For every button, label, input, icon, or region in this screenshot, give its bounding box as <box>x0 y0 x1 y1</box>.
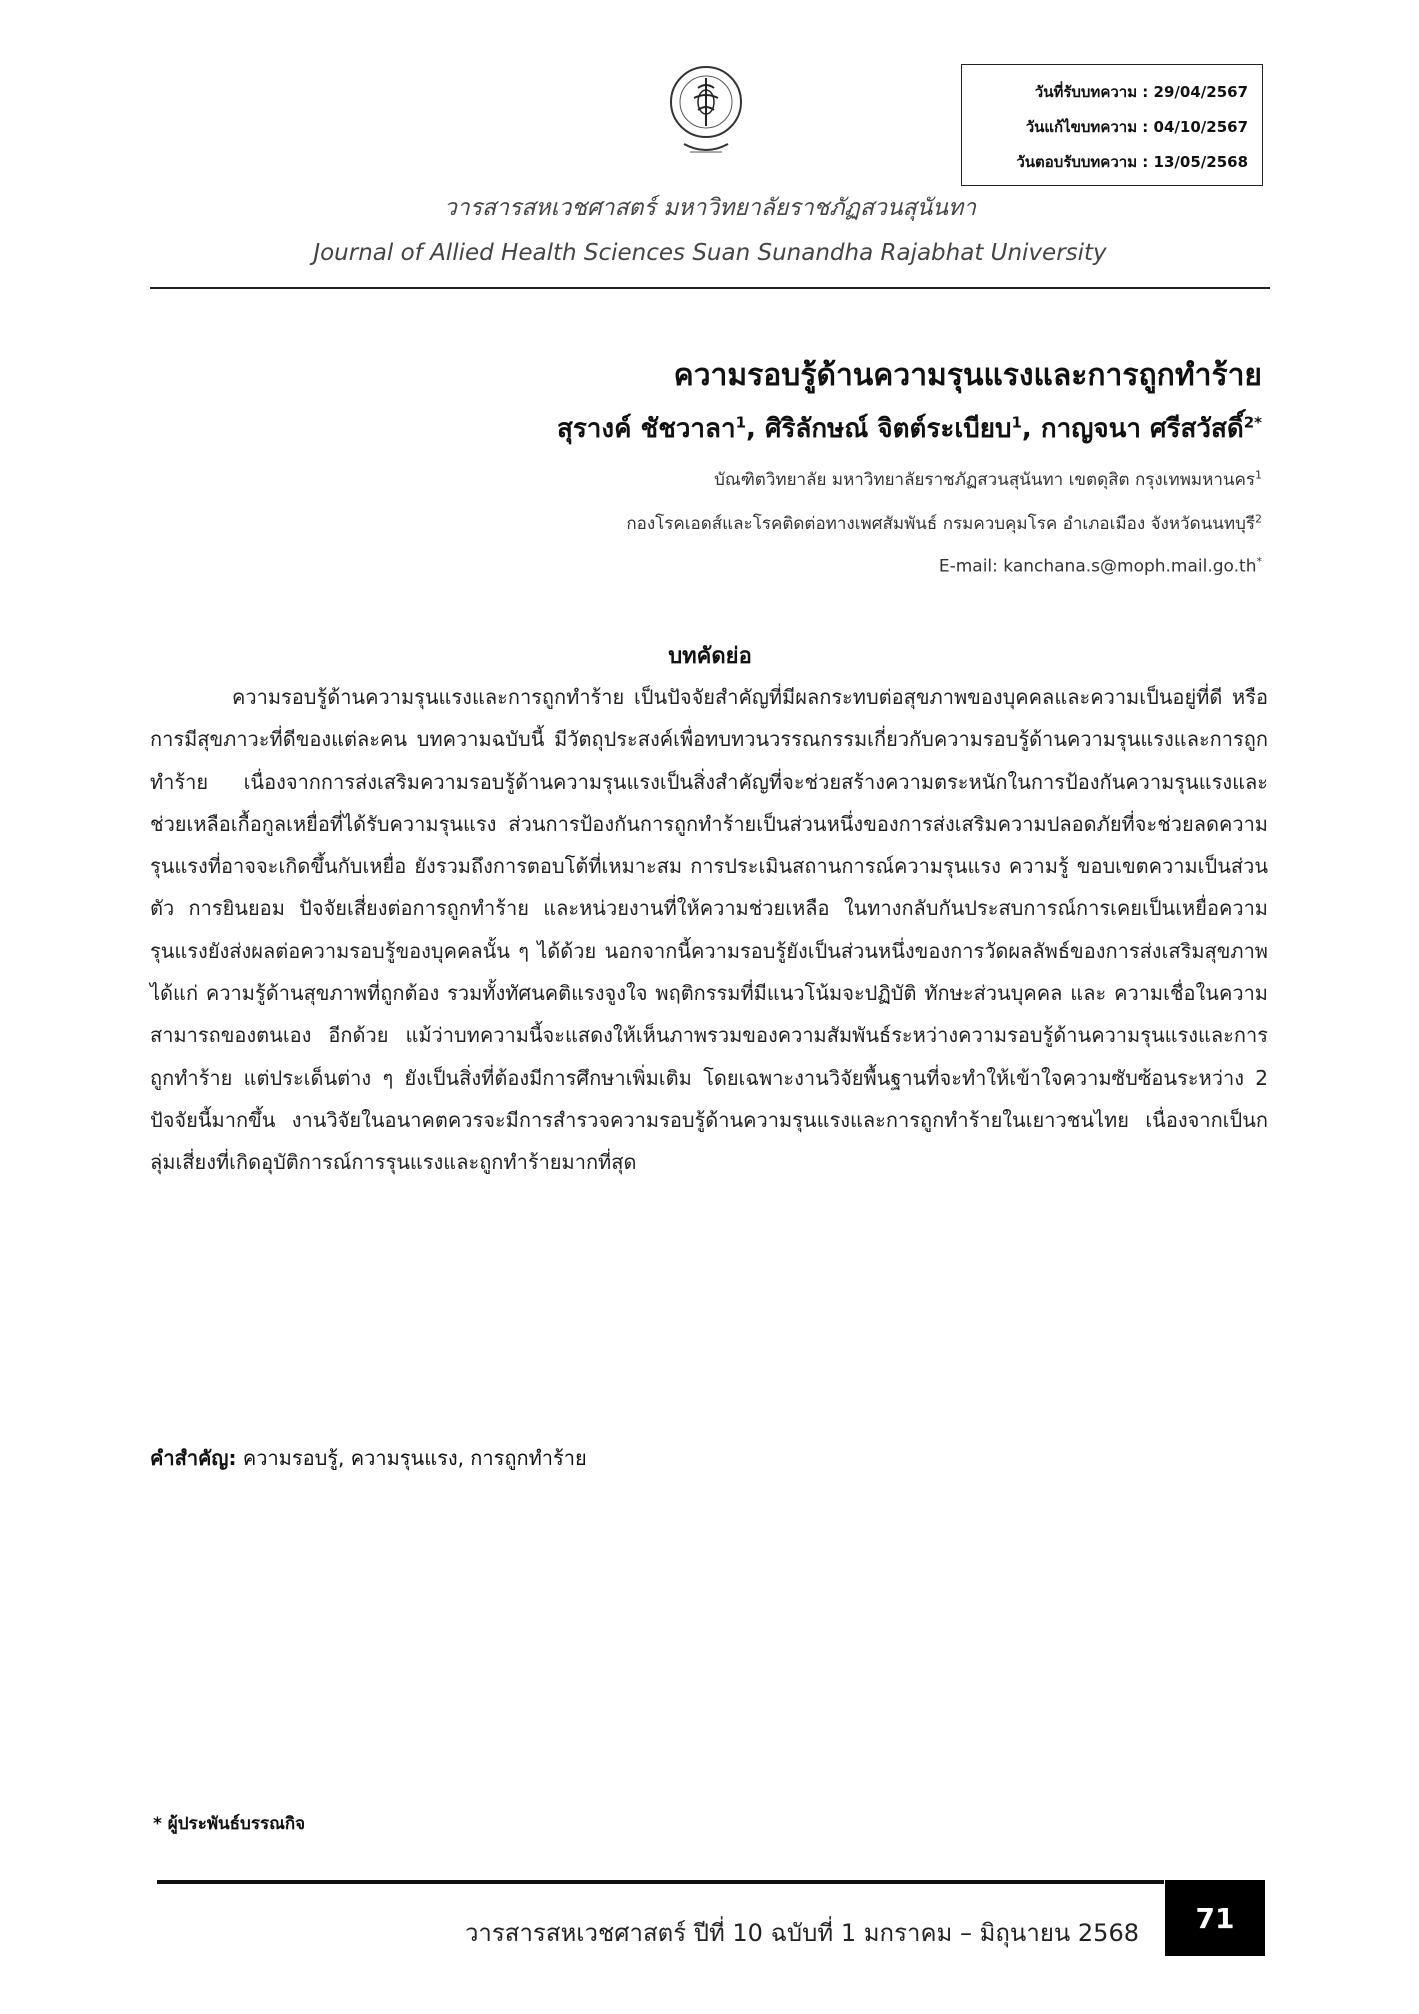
article-dates-box <box>961 64 1263 186</box>
affiliation-1: บัณฑิตวิทยาลัย มหาวิทยาลัยราชภัฏสวนสุนันทา เขตดุสิต กรุงเทพมหานคร$^1$ <box>714 468 1262 490</box>
footer-divider <box>157 1880 1164 1884</box>
article-title: ความรอบรู้ด้านความรุนแรงและการถูกทำร้าย <box>673 358 1262 393</box>
author-affiliation-mark: 1 <box>1011 413 1022 432</box>
keywords-list: ความรอบรู้, ความรุนแรง, การถูกทำร้าย <box>242 1446 587 1470</box>
date-received: วันที่รับบทความ : 29/04/2567 <box>1034 83 1248 101</box>
journal-title-english: Journal of Allied Health Sciences Suan Sunandha Rajabhat University <box>313 240 1107 266</box>
page-number: 71 <box>1165 1880 1265 1956</box>
contact-email: E-mail: kanchana.s@moph.mail.go.th* <box>938 555 1262 577</box>
author-list: สุรางค์ ชัชวาลา$^1$, ศิริลักษณ์ จิตต์ระเบียบ$^1$, กาญจนา ศรีสวัสดิ์$^{2*}$ <box>556 413 1262 444</box>
university-seal-logo <box>668 64 744 168</box>
author-name: กาญจนา ศรีสวัสดิ์ <box>1040 414 1244 444</box>
corresponding-author-footnote: * ผู้ประพันธ์บรรณกิจ <box>153 1814 306 1834</box>
keywords <box>150 1442 587 1474</box>
header-divider <box>150 287 1270 289</box>
date-accepted: วันตอบรับบทความ : 13/05/2568 <box>1016 153 1248 171</box>
keywords-label: คำสำคัญ: <box>150 1446 237 1470</box>
author-name: สุรางค์ ชัชวาลา <box>556 414 736 444</box>
journal-issue-footer: วารสารสหเวชศาสตร์ ปีที่ 10 ฉบับที่ 1 มกราคม – มิถุนายน 2568 <box>464 1919 1139 1947</box>
date-revised: วันแก้ไขบทความ : 04/10/2567 <box>1025 118 1248 136</box>
abstract-paragraph: ความรอบรู้ด้านความรุนแรงและการถูกทำร้าย เป็นปัจจัยสำคัญที่มีผลกระทบต่อสุขภาพของบุคคลและความเป็นอยู่ที่ดี หรือการมีสุขภาวะที่ดีของแต่ละคน บทความฉบับนี้ มีวัตถุประสงค์เพื่อทบทวนวรรณกรรมเกี่ยวกับความรอบรู้ด้านความรุนแรงและการถูกทำร้าย เนื่องจากการส่งเสริมความรอบรู้ด้านความรุนแรงเป็นสิ่งสำคัญที่จะช่วยสร้างความตระหนักในการป้องกันความรุนแรงและช่วยเหลือเกื้อกูลเหยื่อที่ได้รับความรุนแรง ส่วนการป้องกันการถูกทำร้ายเป็นส่วนหนึ่งของการส่งเสริมความปลอดภัยที่จะช่วยลดความรุนแรงที่อาจจะเกิดขึ้นกับเหยื่อ ยังรวมถึงการตอบโต้ที่เหมาะสม การประเมินสถานการณ์ความรุนแรง ความรู้ ขอบเขตความเป็นส่วนตัว การยินยอม ปัจจัยเสี่ยงต่อการถูกทำร้าย และหน่วยงานที่ให้ความช่วยเหลือ ในทางกลับกันประสบการณ์การเคยเป็นเหยื่อความรุนแรงยังส่งผลต่อความรอบรู้ของบุคคลนั้น ๆ ได้ด้วย นอกจากนี้ความรอบรู้ยังเป็นส่วนหนึ่งของการวัดผลลัพธ์ของการส่งเสริมสุขภาพ ได้แก่ ความรู้ด้านสุขภาพที่ถูกต้อง รวมทั้งทัศนคติแรงจูงใจ พฤติกรรมที่มีแนวโน้มจะปฏิบัติ ทักษะส่วนบุคคล และ ความเชื่อในความสามารถของตนเอง อีกด้วย แม้ว่าบทความนี้จะแสดงให้เห็นภาพรวมของความสัมพันธ์ระหว่างความรอบรู้ด้านความรุนแรงและการถูกทำร้าย แต่ประเด็นต่าง ๆ ยังเป็นสิ่งที่ต้องมีการศึกษาเพิ่มเติม โดยเฉพาะงานวิจัยพื้นฐานที่จะทำให้เข้าใจความซับซ้อนระหว่าง 2 ปัจจัยนี้มากขึ้น งานวิจัยในอนาคตควรจะมีการสำรวจความรอบรู้ด้านความรุนแรงและการถูกทำร้ายในเยาวชนไทย เนื่องจากเป็นกลุ่มเสี่ยงที่เกิดอุบัติการณ์การรุนแรงและถูกทำร้ายมากที่สุด <box>150 685 1268 1175</box>
author-name: ศิริลักษณ์ จิตต์ระเบียบ <box>764 414 1012 444</box>
author-affiliation-mark: 2* <box>1243 413 1262 432</box>
affiliation-2: กองโรคเอดส์และโรคติดต่อทางเพศสัมพันธ์ กรมควบคุมโรค อำเภอเมือง จังหวัดนนทบุรี$^2$ <box>626 512 1262 534</box>
journal-title-thai: วารสารสหเวชศาสตร์ มหาวิทยาลัยราชภัฏสวนสุนันทา <box>443 195 977 221</box>
abstract-body <box>150 676 1268 1184</box>
author-affiliation-mark: 1 <box>735 413 747 432</box>
abstract-heading: บทคัดย่อ <box>668 644 752 669</box>
